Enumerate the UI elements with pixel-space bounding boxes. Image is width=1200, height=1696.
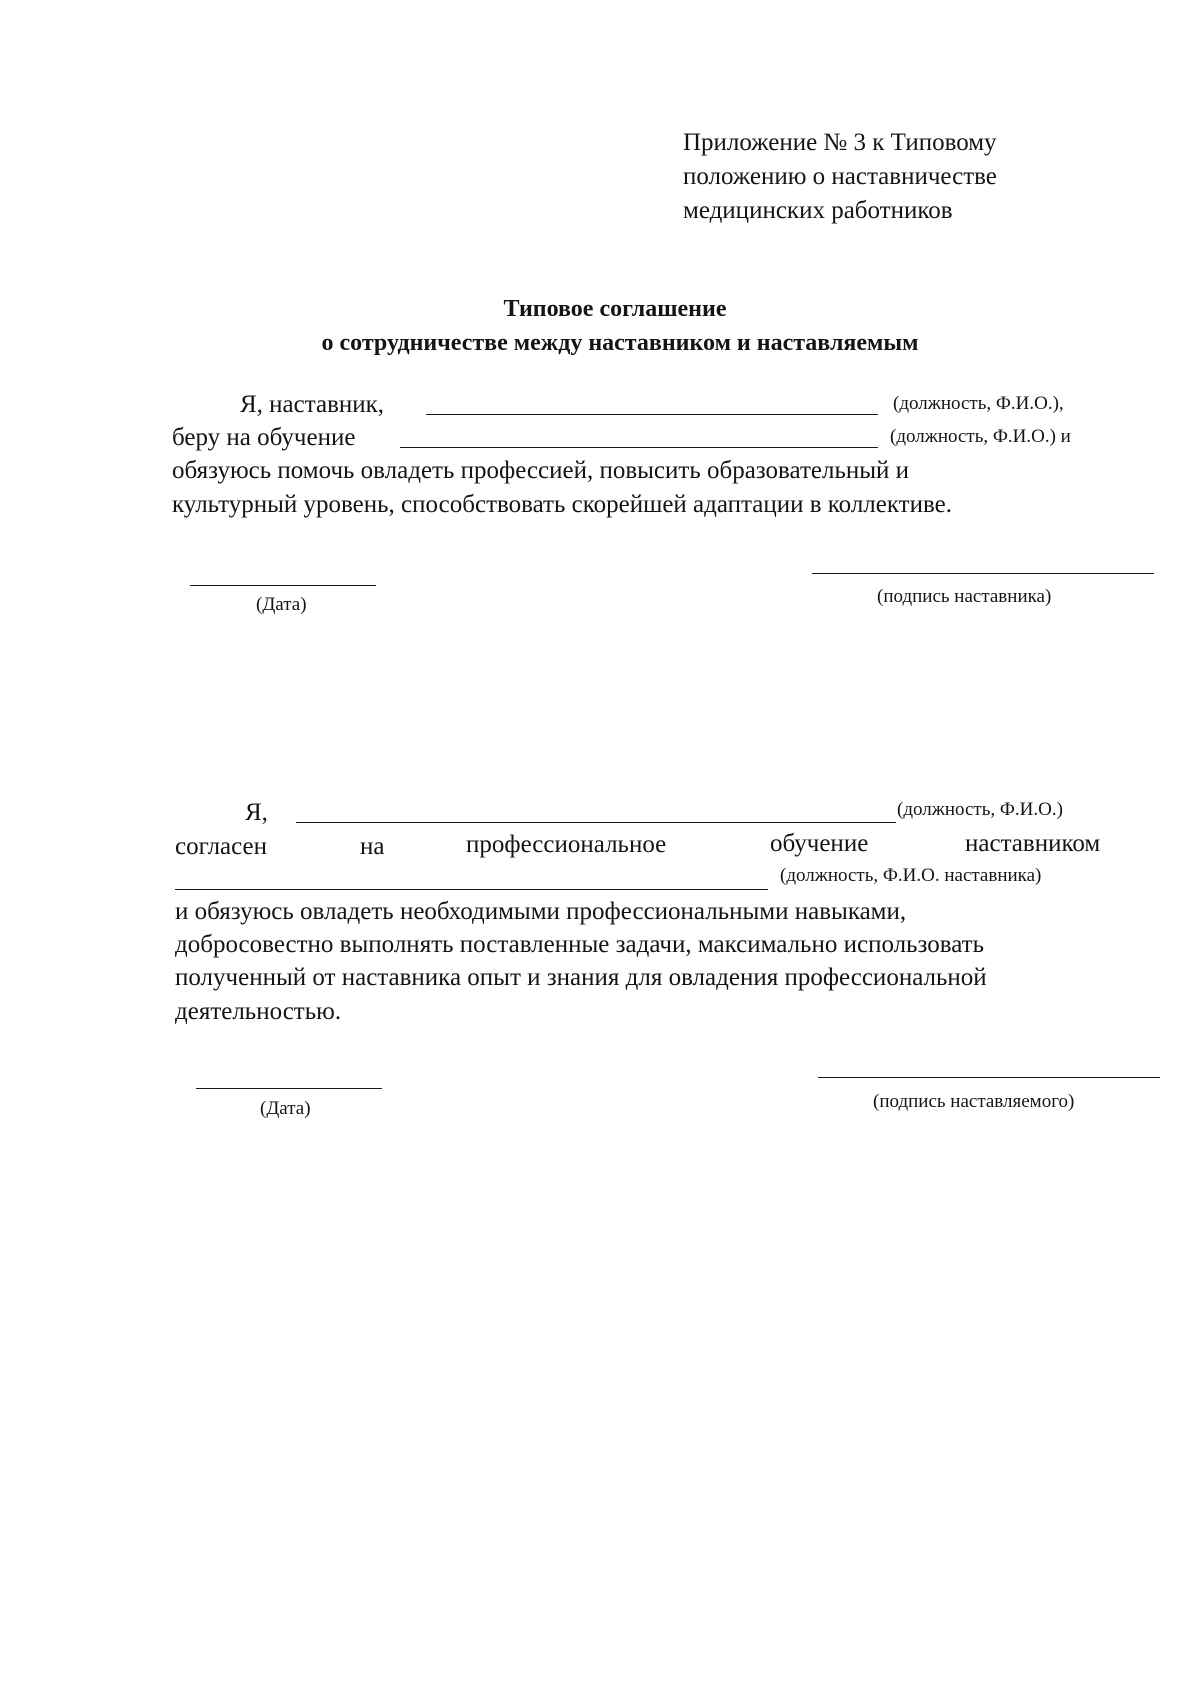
mentee-self-name-hint: (должность, Ф.И.О.): [897, 799, 1063, 820]
mentee-obligation-line-2: добросовестно выполнять поставленные задачи, максимально использовать: [175, 931, 984, 958]
mentor-date-label: (Дата): [256, 594, 307, 615]
mentor-intro-text: Я, наставник,: [240, 391, 385, 418]
appendix-reference: [683, 126, 997, 228]
mentor-date-field[interactable]: [190, 585, 376, 586]
mentor-obligation-line-2: культурный уровень, способствовать скорейшей адаптации в коллективе.: [172, 491, 952, 518]
mentee-self-name-field[interactable]: [296, 822, 896, 823]
mentee-consent-intro: Я,: [245, 799, 268, 826]
mentee-date-label: (Дата): [260, 1098, 311, 1119]
mentee-intro-text: беру на обучение: [172, 424, 356, 451]
consent-word-1: согласен: [175, 833, 268, 860]
mentee-name-field[interactable]: [400, 447, 878, 448]
appendix-line-1: Приложение № 3 к Типовому: [683, 129, 997, 156]
title-line-1: Типовое соглашение: [503, 296, 727, 322]
mentor-name-field[interactable]: [426, 414, 878, 415]
consent-word-3: профессиональное: [466, 831, 667, 858]
appendix-line-2: положению о наставничестве: [683, 163, 997, 190]
mentee-obligation-line-1: и обязуюсь овладеть необходимыми профессиональными навыками,: [175, 898, 907, 925]
mentee-date-field[interactable]: [196, 1088, 382, 1089]
mentor-signature-label: (подпись наставника): [877, 586, 1052, 607]
mentor-obligation-line-1: обязуюсь помочь овладеть профессией, повысить образовательный и: [172, 457, 910, 484]
mentor-signature-field[interactable]: [812, 573, 1154, 574]
mentor-name-hint: (должность, Ф.И.О.),: [893, 393, 1064, 414]
assigned-mentor-field[interactable]: [175, 889, 768, 890]
consent-word-4: обучение: [770, 830, 869, 857]
mentee-name-hint: (должность, Ф.И.О.) и: [890, 426, 1071, 447]
document-title: [0, 292, 1200, 360]
mentee-signature-label: (подпись наставляемого): [873, 1091, 1075, 1112]
title-line-2: о сотрудничестве между наставником и наставляемым: [321, 330, 919, 356]
consent-word-2: на: [360, 833, 385, 860]
appendix-line-3: медицинских работников: [683, 197, 953, 224]
mentee-obligation-line-3: полученный от наставника опыт и знания для овладения профессиональной: [175, 964, 987, 991]
assigned-mentor-hint: (должность, Ф.И.О. наставника): [780, 865, 1042, 886]
mentee-obligation-line-4: деятельностью.: [175, 998, 342, 1025]
consent-word-5: наставником: [965, 830, 1101, 857]
mentee-signature-field[interactable]: [818, 1077, 1160, 1078]
